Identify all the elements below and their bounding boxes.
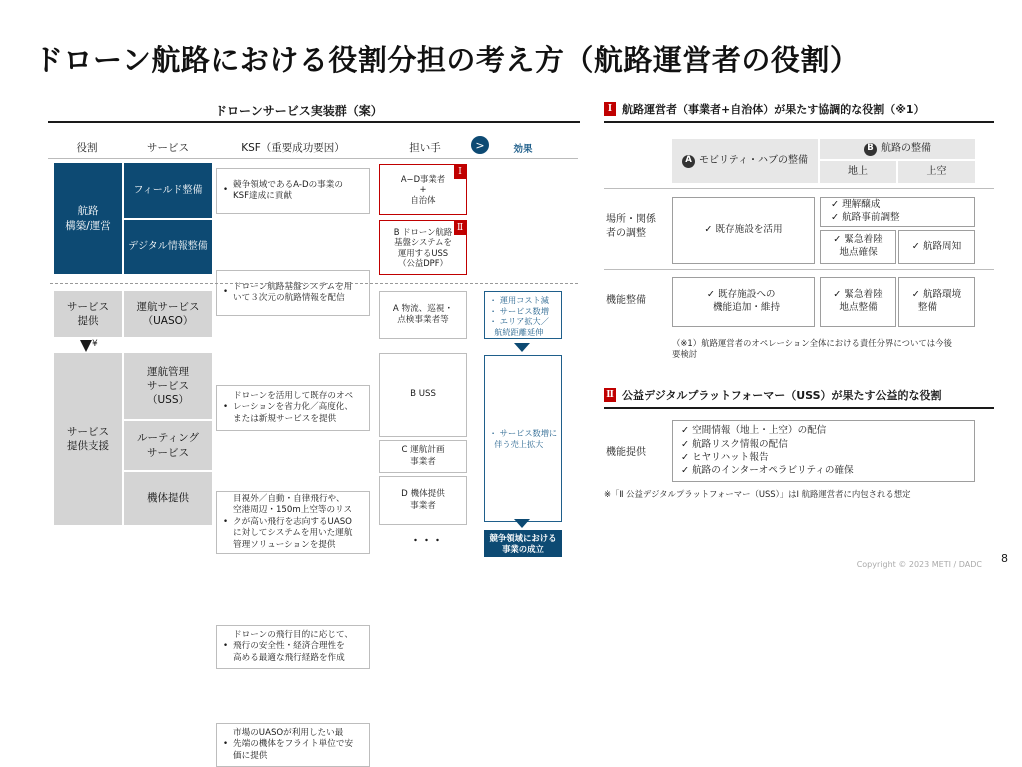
row2-b-ground: ✓ 緊急着陸 地点整備 [820,277,896,327]
header-divider [48,158,578,159]
role-support: サービス 提供支援 [54,353,122,525]
section2-title: 公益デジタルプラットフォーマー（USS）が果たす公益的な役割 [622,389,942,402]
section1-note: （※1）航路運営者のオペレーション全体における責任分界については今後 要検討 [672,338,952,360]
section2-item: ✓ 空間情報（地上・上空）の配信 [681,425,827,437]
row1-label: 場所・関係 者の調整 [606,214,656,239]
service-operation: 運航サービス （UASO） [124,291,212,337]
arrow-down-icon [514,343,530,352]
player-more: ・・・ [410,534,443,547]
section1-underline [604,121,994,123]
row1-b-top: ✓ 理解醸成 ✓ 航路事前調整 [820,197,975,227]
left-title-underline [48,121,580,123]
section2-row-label: 機能提供 [606,447,646,458]
row2-label: 機能整備 [606,295,646,306]
player-b: B USS [379,353,467,437]
player-c: C 運航計画 事業者 [379,440,467,473]
col-a-marker: A [682,155,695,168]
row-divider [604,188,994,189]
down-triangle-icon [80,340,92,352]
row2-a: ✓ 既存施設への 機能追加・維持 [672,277,815,327]
section2-item: ✓ 航路リスク情報の配信 [681,438,788,450]
service-digital: デジタル情報整備 [124,220,212,274]
effect-conclusion: 競争領域における 事業の成立 [484,530,562,557]
col-b-marker: B [864,143,877,156]
col-b-header [820,139,975,159]
ksf-management: • 目視外／自動・自律飛行や、 空港周辺・150m上空等のリス クが高い飛行を志向するUASO に対してシステムを用いた運航 管理ソリューションを提供 [216,491,370,554]
ksf-operation: • ドローンを活用して既存のオペ レーションを省力化／高度化、 または新規サービスを提供 [216,385,370,431]
col-a-header [672,139,818,183]
col-b-ground: 地上 [820,161,896,183]
header-ksf: KSF（重要成功要因） [241,142,345,154]
section2-heading [604,387,942,403]
ksf-routing: • ドローンの飛行目的に応じて、 飛行の安全性・経済合理性を 高める最適な飛行経路を作成 [216,625,370,669]
header-service: サービス [147,142,189,154]
service-aircraft: 機体提供 [124,472,212,525]
player-ad-municipality: A−D事業者 + 自治体 [379,164,467,215]
header-player: 担い手 [409,142,441,154]
service-routing: ルーティング サービス [124,421,212,470]
section2-item: ✓ ヒヤリハット報告 [681,452,769,463]
header-effect: 効果 [513,144,533,155]
effect-box-two: ・ サービス数増に 伴う売上拡大 [484,355,562,522]
tag-two-right: Ⅱ [604,388,616,402]
tag-two: Ⅱ [454,221,466,235]
col-b-sky: 上空 [898,161,975,183]
section2-item: ✓ 航路のインターオペラビリティの確保 [681,465,854,477]
col-a-label: モビリティ・ハブの整備 [699,155,808,167]
arrow-down-icon-2 [514,519,530,528]
section1-heading [604,101,925,117]
tag-one-right: Ⅰ [604,102,616,116]
role-build: 航路 構築/運営 [54,163,122,274]
page-title: ドローン航路における役割分担の考え方（航路運営者の役割） [34,43,860,77]
chevron-right-icon: > [471,136,489,154]
section2-underline [604,407,994,409]
row1-b-sky: ✓ 航路周知 [898,230,975,264]
page-number: 8 [1001,552,1008,565]
player-d: D 機体提供 事業者 [379,476,467,525]
section1-title: 航路運営者（事業者+自治体）が果たす協調的な役割（※1） [622,103,925,116]
service-field: フィールド整備 [124,163,212,218]
player-a: A 物流、巡視・ 点検事業者等 [379,291,467,339]
effect-box-one: ・ 運用コスト減 ・ サービス数増 ・ エリア拡大／ 航続距離延伸 [484,291,562,339]
role-provide: サービス 提供 [54,291,122,337]
section2-note: ※「Ⅱ 公益デジタルプラットフォーマー（USS）」はⅠ 航路運営者に内包される想定 [604,489,911,499]
player-b-dpf: B ドローン航路 基盤システムを 運用するUSS （公益DPF） [379,220,467,275]
row2-b-sky: ✓ 航路環境 整備 [898,277,975,327]
ksf-field: • 競争領域であるA-Dの事業の KSF達成に貢献 [216,168,370,214]
yen-icon: ¥ [92,339,98,349]
service-management: 運航管理 サービス （USS） [124,353,212,419]
header-role: 役割 [76,142,98,154]
tag-one: Ⅰ [454,165,466,179]
ksf-digital: • ドローン航路基盤システムを用 いて３次元の航路情報を配信 [216,270,370,316]
section-divider [50,283,578,284]
left-panel-title: ドローンサービス実装群（案） [215,104,383,118]
row1-a: ✓ 既存施設を活用 [672,197,815,264]
section2-items [672,420,975,482]
col-b-label: 航路の整備 [881,143,931,155]
row-divider-2 [604,269,994,270]
row1-b-ground: ✓ 緊急着陸 地点確保 [820,230,896,264]
ksf-aircraft: • 市場のUASOが利用したい最 先端の機体をフライト単位で安 価に提供 [216,723,370,767]
copyright: Copyright © 2023 METI / DADC [856,560,982,569]
